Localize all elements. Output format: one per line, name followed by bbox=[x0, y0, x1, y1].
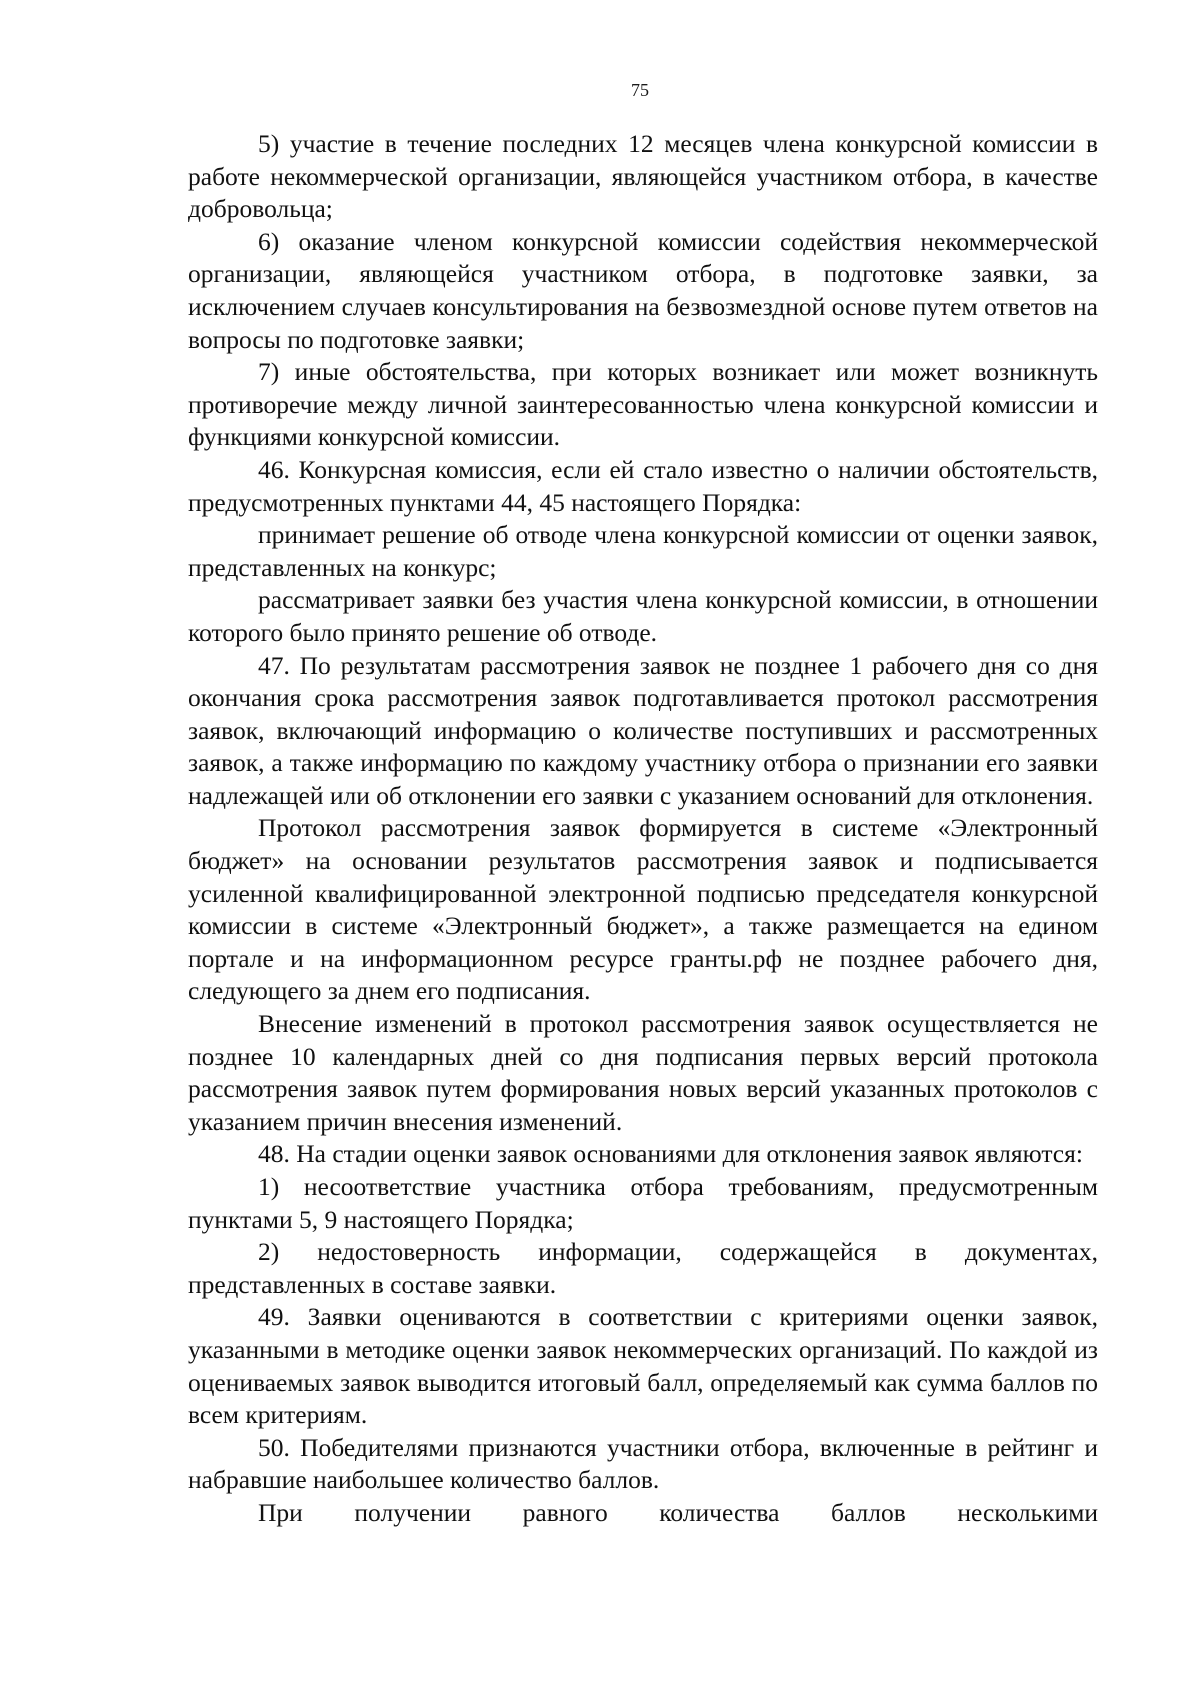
paragraph-protocol-formation: Протокол рассмотрения заявок формируется в системе «Электронный бюджет» на основании результатов рассмотрения заявок и подписывается усиленной квалифицированной электронной подписью председателя конкурсной комиссии в системе «Электронный бюджет», а также размещается на едином портале и на информационном ресурсе гранты.рф не позднее рабочего дня, следующего за днем его подписания. bbox=[188, 813, 1098, 1006]
paragraph-clause-46-review: рассматривает заявки без участия члена конкурсной комиссии, в отношении которого было принято решение об отводе. bbox=[188, 585, 1098, 647]
paragraph-clause-47: 47. По результатам рассмотрения заявок не позднее 1 рабочего дня со дня окончания срока рассмотрения заявок подготавливается протокол рассмотрения заявок, включающий информацию о количестве поступивших и рассмотренных заявок, а также информацию по каждому участнику отбора о признании его заявки надлежащей или об отклонении его заявки с указанием оснований для отклонения. bbox=[188, 650, 1098, 810]
document-body bbox=[188, 128, 1098, 1530]
paragraph-clause-49: 49. Заявки оцениваются в соответствии с критериями оценки заявок, указанными в методике оценки заявок некоммерческих организаций. По каждой из оцениваемых заявок выводится итоговый балл, определяемый как сумма баллов по всем критериям. bbox=[188, 1302, 1098, 1430]
paragraph-item-5: 5) участие в течение последних 12 месяцев члена конкурсной комиссии в работе некоммерческой организации, являющейся участником отбора, в качестве добровольца; bbox=[188, 129, 1098, 224]
paragraph-item-6: 6) оказание членом конкурсной комиссии содействия некоммерческой организации, являющейся участником отбора, в подготовке заявки, за исключением случаев консультирования на безвозмездной основе путем ответов на вопросы по подготовке заявки; bbox=[188, 226, 1098, 354]
page-number: 75 bbox=[631, 80, 649, 100]
paragraph-protocol-changes: Внесение изменений в протокол рассмотрения заявок осуществляется не позднее 10 календарных дней со дня подписания первых версий протокола рассмотрения заявок путем формирования новых версий указанных протоколов с указанием причин внесения изменений. bbox=[188, 1009, 1098, 1136]
paragraph-equal-scores: При получении равного количества баллов несколькими bbox=[258, 1497, 1098, 1527]
paragraph-clause-46-decision: принимает решение об отводе члена конкурсной комиссии от оценки заявок, представленных на конкурс; bbox=[188, 520, 1098, 582]
paragraph-item-7: 7) иные обстоятельства, при которых возникает или может возникнуть противоречие между личной заинтересованностью члена конкурсной комиссии и функциями конкурсной комиссии. bbox=[188, 357, 1098, 452]
paragraph-clause-48-item-2: 2) недостоверность информации, содержащейся в документах, представленных в составе заявки. bbox=[188, 1237, 1098, 1299]
paragraph-clause-48: 48. На стадии оценки заявок основаниями для отклонения заявок являются: bbox=[258, 1139, 1083, 1169]
paragraph-clause-46: 46. Конкурсная комиссия, если ей стало известно о наличии обстоятельств, предусмотренных пунктами 44, 45 настоящего Порядка: bbox=[188, 454, 1098, 517]
paragraph-clause-48-item-1: 1) несоответствие участника отбора требованиям, предусмотренным пунктами 5, 9 настоящего Порядка; bbox=[188, 1172, 1098, 1234]
paragraph-clause-50: 50. Победителями признаются участники отбора, включенные в рейтинг и набравшие наибольшее количество баллов. bbox=[188, 1432, 1098, 1495]
